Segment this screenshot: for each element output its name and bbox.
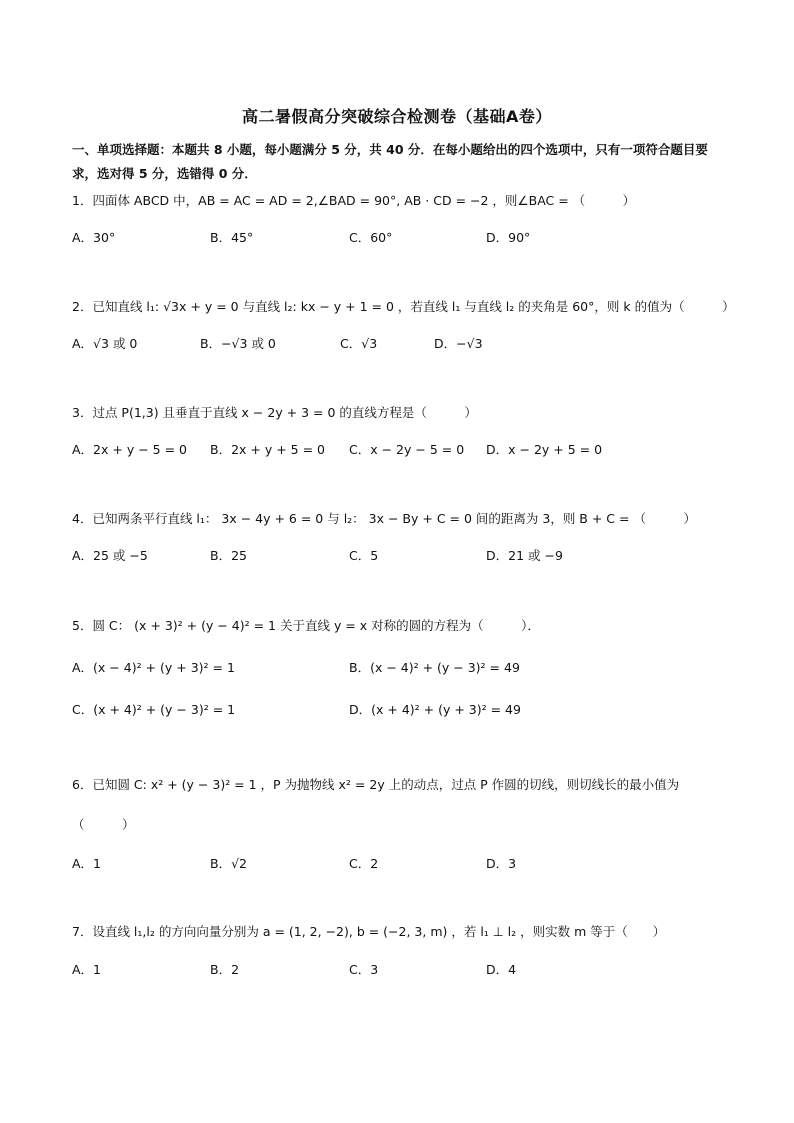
question-5-stem: 5．圆 C： (x + 3)² + (y − 4)² = 1 关于直线 y = x 对称的圆的方程为（ ）． — [72, 618, 540, 633]
q7-option-d[interactable]: D．4 — [486, 962, 517, 977]
q1-option-d[interactable]: D．90° — [486, 230, 531, 245]
q2-option-c[interactable]: C．√3 — [340, 336, 378, 351]
question-6-stem: 6．已知圆 C: x² + (y − 3)² = 1 ，P 为抛物线 x² = 2y 上的动点，过点 P 作圆的切线，则切线长的最小值为 — [72, 777, 680, 792]
q5-option-d[interactable]: D．(x + 4)² + (y + 3)² = 49 — [349, 702, 521, 717]
q1-option-a[interactable]: A．30° — [72, 230, 116, 245]
q4-option-b[interactable]: B．25 — [210, 548, 247, 563]
q5-option-a[interactable]: A．(x − 4)² + (y + 3)² = 1 — [72, 660, 235, 675]
question-6-answer-paren: （ ） — [72, 817, 135, 832]
question-2-stem: 2．已知直线 l₁: √3x + y = 0 与直线 l₂: kx − y + 1 = 0 ，若直线 l₁ 与直线 l₂ 的夹角是 60°，则 k 的值为（ ） — [72, 299, 735, 314]
q2-option-b[interactable]: B．−√3 或 0 — [200, 336, 276, 351]
question-4-stem: 4．已知两条平行直线 l₁： 3x − 4y + 6 = 0 与 l₂： 3x − By + C = 0 间的距离为 3，则 B + C = （ ） — [72, 511, 696, 526]
q3-option-d[interactable]: D．x − 2y + 5 = 0 — [486, 442, 603, 457]
q3-option-a[interactable]: A．2x + y − 5 = 0 — [72, 442, 187, 457]
q3-option-c[interactable]: C．x − 2y − 5 = 0 — [349, 442, 465, 457]
q6-option-d[interactable]: D．3 — [486, 856, 517, 871]
q7-option-c[interactable]: C．3 — [349, 962, 379, 977]
q3-option-b[interactable]: B．2x + y + 5 = 0 — [210, 442, 325, 457]
q2-option-d[interactable]: D．−√3 — [434, 336, 483, 351]
question-3-stem: 3．过点 P(1,3) 且垂直于直线 x − 2y + 3 = 0 的直线方程是（ ） — [72, 405, 477, 420]
q6-option-c[interactable]: C．2 — [349, 856, 379, 871]
q1-option-b[interactable]: B．45° — [210, 230, 254, 245]
question-7-stem: 7．设直线 l₁,l₂ 的方向向量分别为 a = (1, 2, −2), b = (−2, 3, m) ，若 l₁ ⊥ l₂ ，则实数 m 等于（ ） — [72, 924, 666, 939]
q6-option-b[interactable]: B．√2 — [210, 856, 247, 871]
q7-option-b[interactable]: B．2 — [210, 962, 240, 977]
q5-option-c[interactable]: C．(x + 4)² + (y − 3)² = 1 — [72, 702, 236, 717]
q6-option-a[interactable]: A．1 — [72, 856, 102, 871]
q1-option-c[interactable]: C．60° — [349, 230, 393, 245]
q5-option-b[interactable]: B．(x − 4)² + (y − 3)² = 49 — [349, 660, 520, 675]
section-instructions: 一、单项选择题：本题共 8 小题，每小题满分 5 分，共 40 分．在每小题给出的四个选项中，只有一项符合题目要求，选对得 5 分，选错得 0 分． — [72, 142, 708, 181]
q4-option-c[interactable]: C．5 — [349, 548, 379, 563]
q2-option-a[interactable]: A．√3 或 0 — [72, 336, 138, 351]
q7-option-a[interactable]: A．1 — [72, 962, 102, 977]
exam-title: 高二暑假高分突破综合检测卷（基础A卷） — [242, 107, 552, 126]
question-1-stem: 1．四面体 ABCD 中，AB = AC = AD = 2,∠BAD = 90°, AB · CD = −2 ，则∠BAC = （ ） — [72, 193, 636, 208]
q4-option-d[interactable]: D．21 或 −9 — [486, 548, 563, 563]
q4-option-a[interactable]: A．25 或 −5 — [72, 548, 148, 563]
